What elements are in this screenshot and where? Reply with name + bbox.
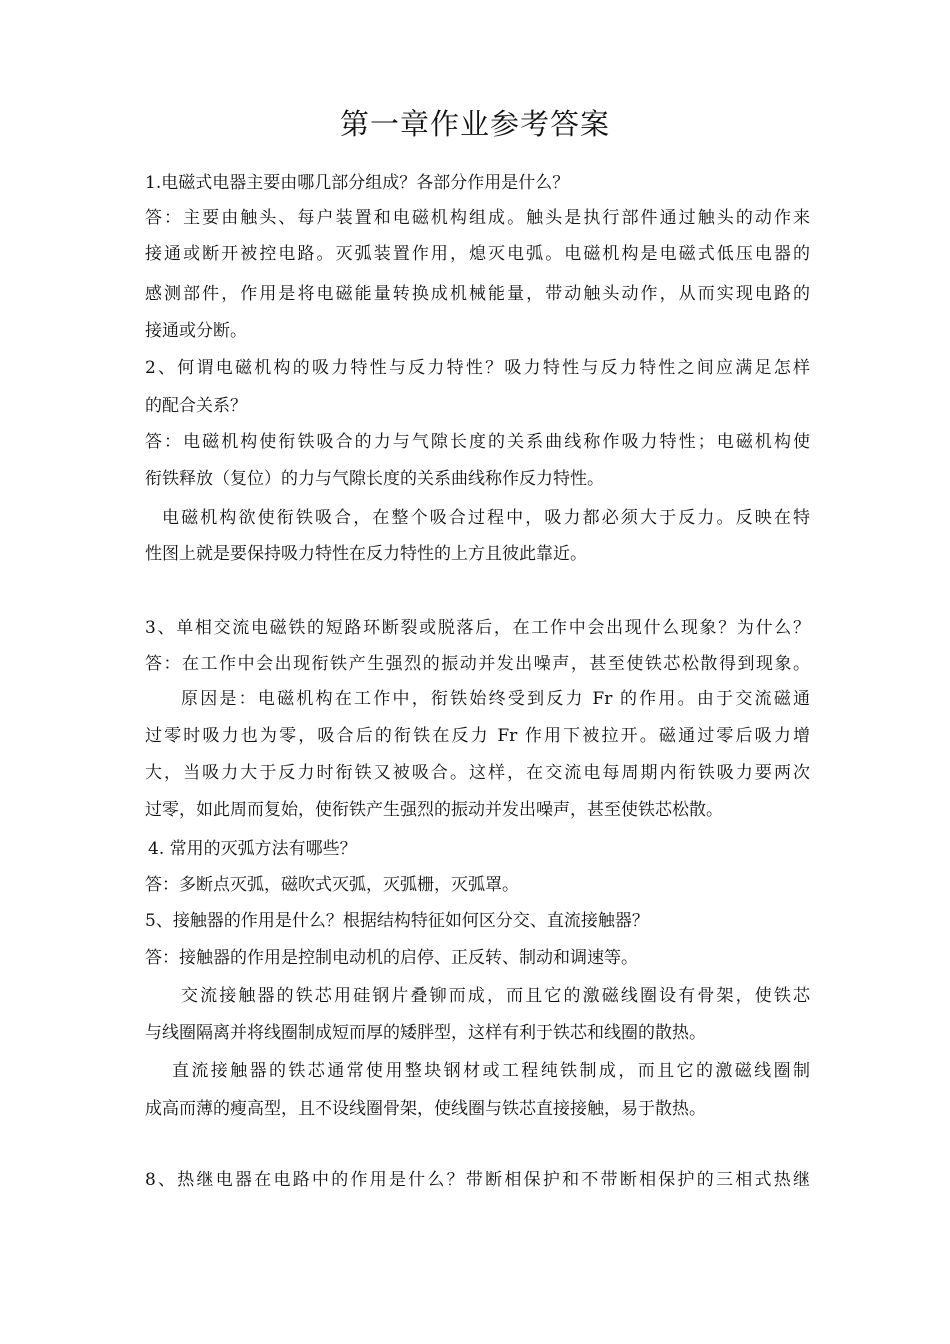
question-2-line-2: 的配合关系？ <box>145 396 247 416</box>
answer-2-line-2: 衔铁释放（复位）的力与气隙长度的关系曲线称作反力特性。 <box>145 469 604 489</box>
answer-3-reason-line-3: 大，当吸力大于反力时衔铁又被吸合。这样，在交流电每周期内衔铁吸力要两次 <box>145 763 810 783</box>
answer-5-dc-line-2: 成高而薄的瘦高型，且不设线圈骨架，使线圈与铁芯直接接触，易于散热。 <box>145 1099 706 1119</box>
answer-1-line-4: 接通或分断。 <box>145 321 247 341</box>
answer-5-dc-line-1: 直流接触器的铁芯通常使用整块钢材或工程纯铁制成，而且它的激磁线圈制 <box>172 1061 810 1081</box>
answer-2-para-2-line-1: 电磁机构欲使衔铁吸合，在整个吸合过程中，吸力都必须大于反力。反映在特 <box>162 508 810 528</box>
question-1: 1.电磁式电器主要由哪几部分组成？各部分作用是什么？ <box>145 173 570 193</box>
question-8-line-1: 8、热继电器在电路中的作用是什么？带断相保护和不带断相保护的三相式热继 <box>145 1170 810 1190</box>
answer-4: 答：多断点灭弧，磁吹式灭弧，灭弧栅，灭弧罩。 <box>145 875 519 895</box>
answer-3-reason-line-1: 原因是：电磁机构在工作中，衔铁始终受到反力 Fr 的作用。由于交流磁通 <box>181 689 810 709</box>
answer-1-line-2: 接通或断开被控电路。灭弧装置作用，熄灭电弧。电磁机构是电磁式低压电器的 <box>145 244 810 264</box>
answer-2-line-1: 答：电磁机构使衔铁吸合的力与气隙长度的关系曲线称作吸力特性；电磁机构使 <box>145 432 810 452</box>
answer-5-line-1: 答：接触器的作用是控制电动机的启停、正反转、制动和调速等。 <box>145 948 638 968</box>
answer-5-ac-line-1: 交流接触器的铁芯用硅钢片叠铆而成，而且它的激磁线圈设有骨架，使铁芯 <box>181 986 810 1006</box>
question-4: 4. 常用的灭弧方法有哪些？ <box>148 839 357 859</box>
answer-3-reason-line-2: 过零时吸力也为零，吸合后的衔铁在反力 Fr 作用下被拉开。磁通过零后吸力增 <box>145 726 810 746</box>
page-title: 第一章作业参考答案 <box>339 107 610 141</box>
answer-3-line-1: 答：在工作中会出现衔铁产生强烈的振动并发出噪声，甚至使铁芯松散得到现象。 <box>145 654 810 674</box>
answer-3-reason-line-4: 过零，如此周而复始，使衔铁产生强烈的振动并发出噪声，甚至使铁芯松散。 <box>145 800 723 820</box>
question-5: 5、接触器的作用是什么？根据结构特征如何区分交、直流接触器？ <box>145 911 649 931</box>
answer-2-para-2-line-2: 性图上就是要保持吸力特性在反力特性的上方且彼此靠近。 <box>145 544 587 564</box>
question-3: 3、单相交流电磁铁的短路环断裂或脱落后，在工作中会出现什么现象？为什么？ <box>145 618 810 638</box>
answer-5-ac-line-2: 与线圈隔离并将线圈制成短而厚的矮胖型，这样有利于铁芯和线圈的散热。 <box>145 1023 706 1043</box>
answer-1-line-1: 答：主要由触头、每户装置和电磁机构组成。触头是执行部件通过触头的动作来 <box>145 208 810 228</box>
question-2-line-1: 2、何谓电磁机构的吸力特性与反力特性？吸力特性与反力特性之间应满足怎样 <box>145 358 810 378</box>
answer-1-line-3: 感测部件，作用是将电磁能量转换成机械能量，带动触头动作，从而实现电路的 <box>145 284 810 304</box>
